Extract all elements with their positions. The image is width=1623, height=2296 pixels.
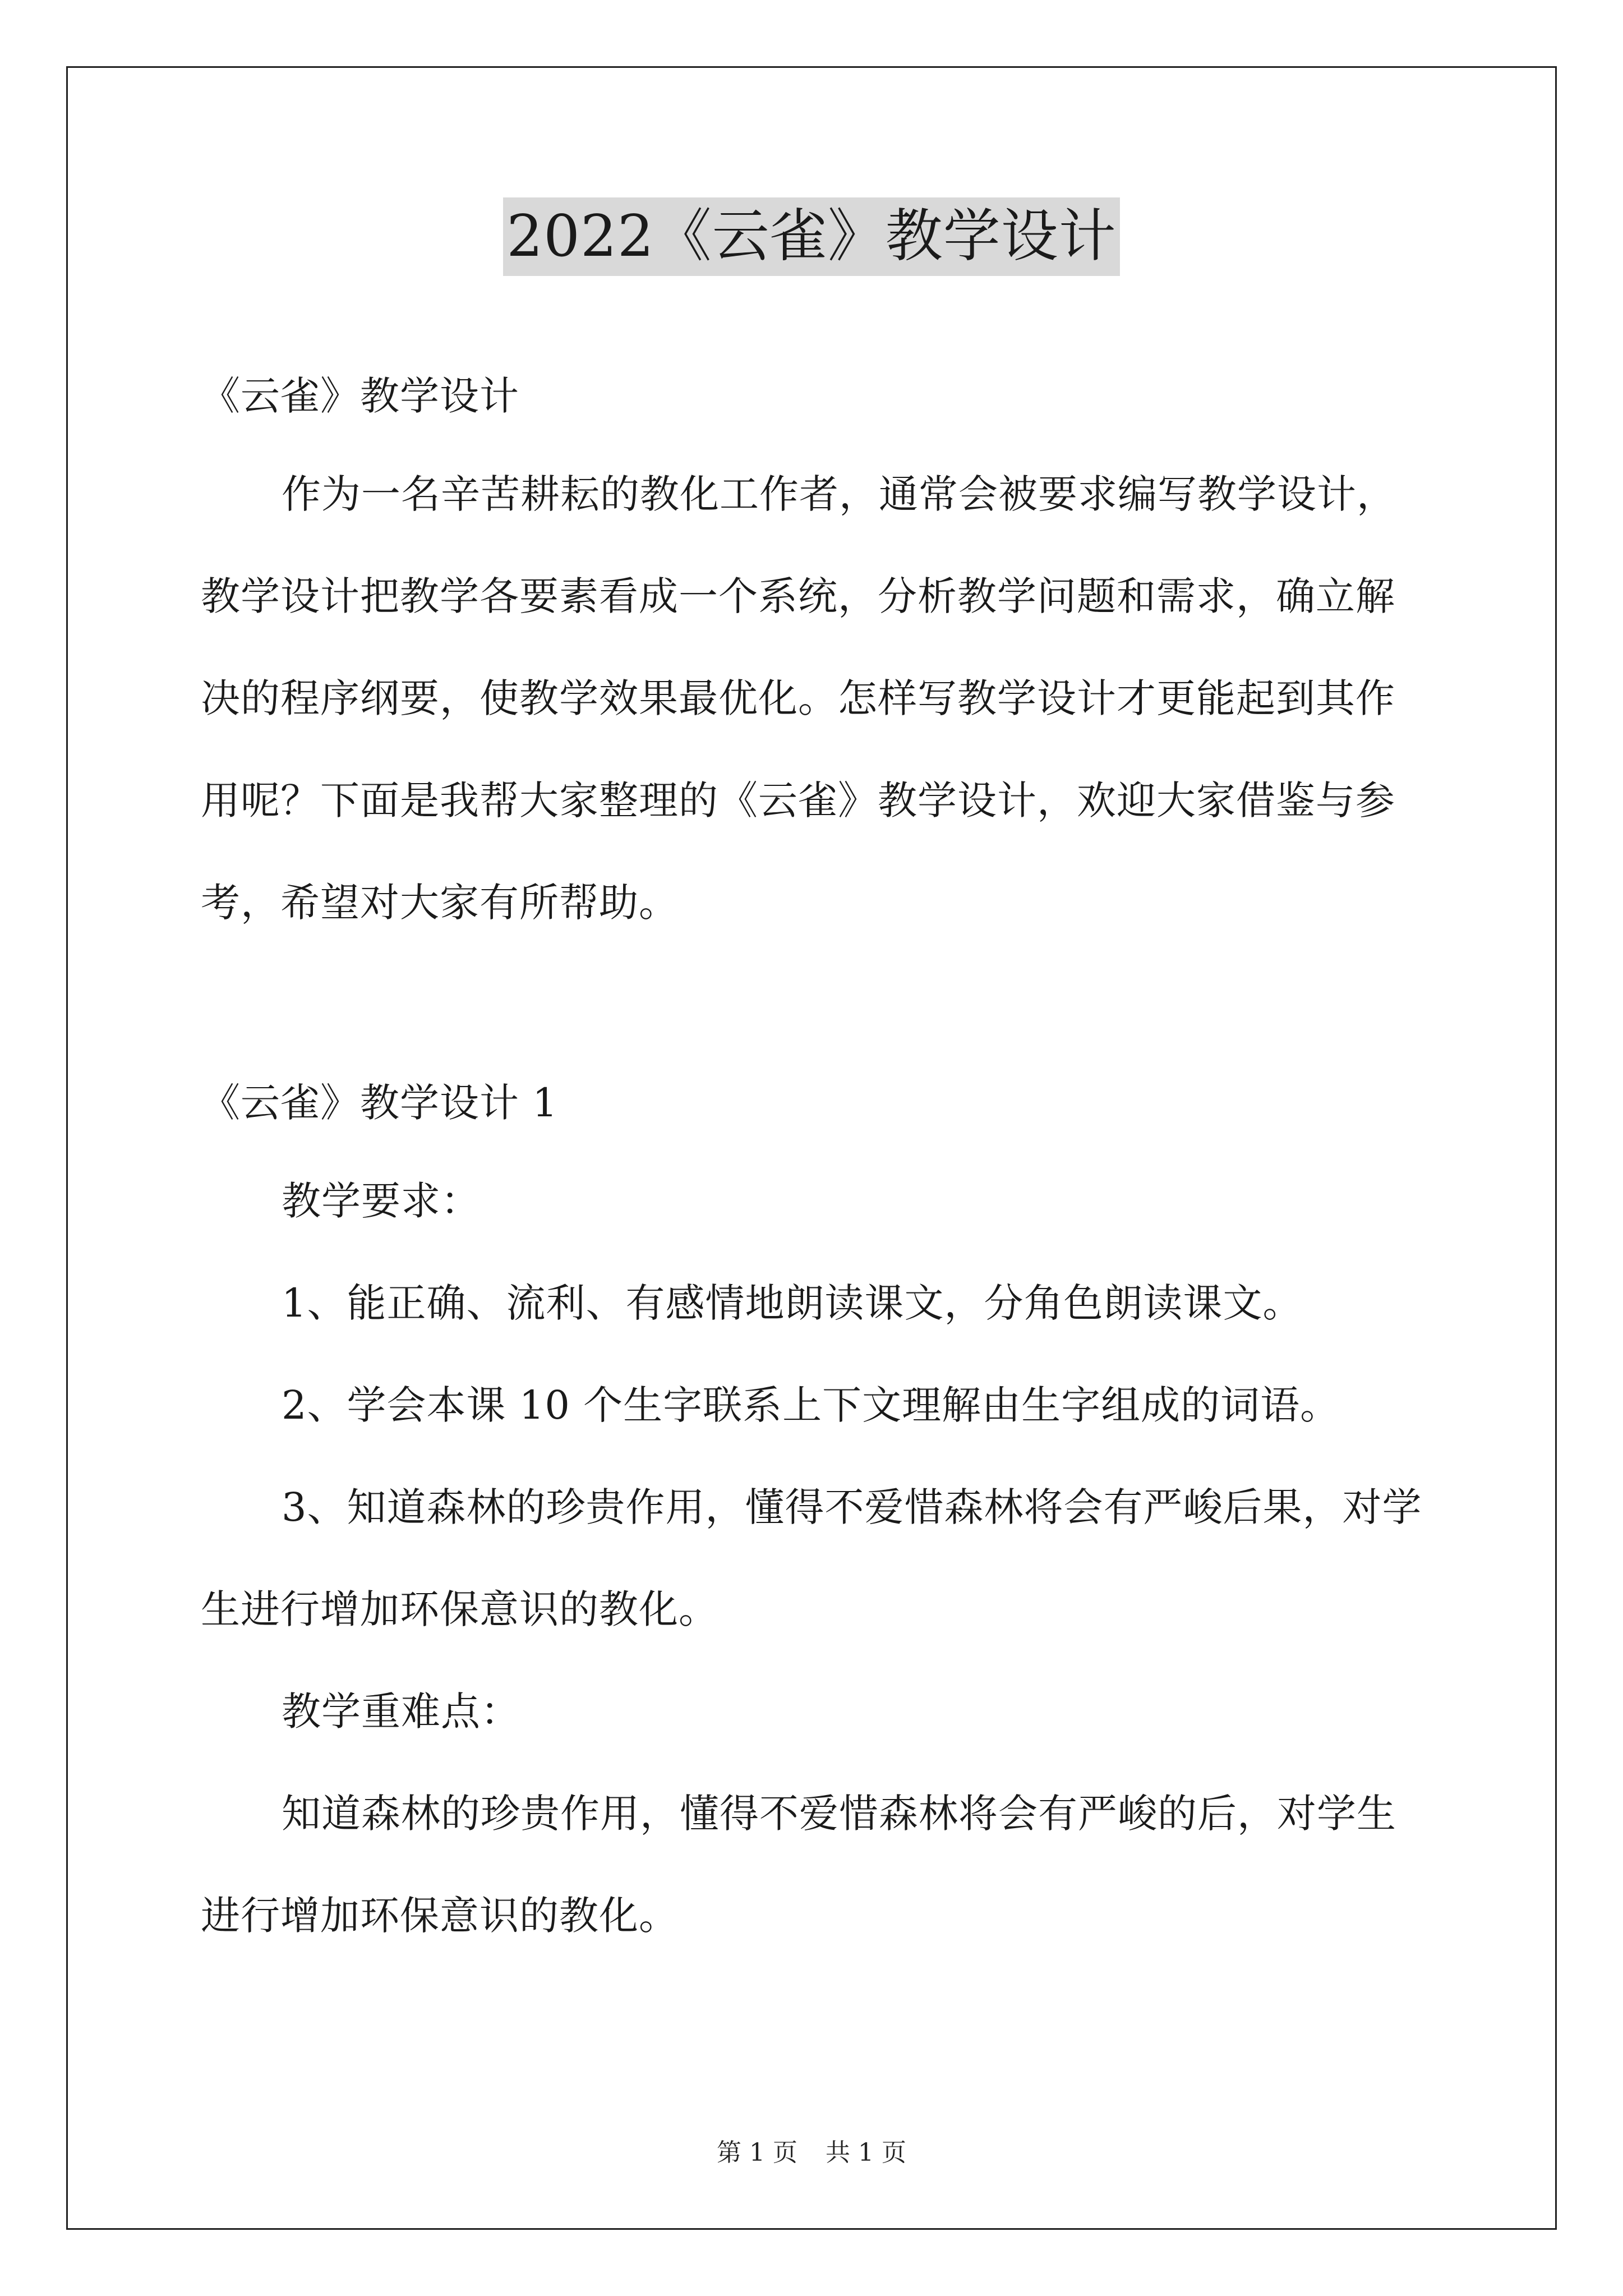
- page-number-current: 第 1 页: [717, 2138, 797, 2167]
- requirements-label: 教学要求：: [282, 1178, 481, 1224]
- subtitle: 《云雀》教学设计: [201, 373, 519, 419]
- requirement-item-1: 1、能正确、流利、有感情地朗读课文，分角色朗读课文。: [282, 1280, 1303, 1326]
- difficulty-paragraph: 知道森林的珍贵作用，懂得不爱惜森林将会有严峻的后，对学生进行增加环保意识的教化。: [201, 1791, 1396, 1939]
- section-heading: 《云雀》教学设计 1: [201, 1080, 558, 1126]
- page-footer: [0, 2136, 1623, 2170]
- page-number-total: 共 1 页: [826, 2138, 906, 2167]
- requirement-item-3: 3、知道森林的珍贵作用，懂得不爱惜森林将会有严峻后果，对学生进行增加环保意识的教化。: [201, 1484, 1422, 1632]
- intro-paragraph: 作为一名辛苦耕耘的教化工作者，通常会被要求编写教学设计，教学设计把教学各要素看成一个系统，分析教学问题和需求，确立解决的程序纲要，使教学效果最优化。怎样写教学设计才更能起到其作用呢？下面是我帮大家整理的《云雀》教学设计，欢迎大家借鉴与参考，希望对大家有所帮助。: [201, 471, 1396, 926]
- requirement-item-2: 2、学会本课 10 个生字联系上下文理解由生字组成的词语。: [282, 1382, 1340, 1428]
- difficulty-label: 教学重难点：: [282, 1688, 520, 1734]
- document-title: [0, 197, 1623, 276]
- document-title-text: 2022《云雀》教学设计: [503, 197, 1120, 276]
